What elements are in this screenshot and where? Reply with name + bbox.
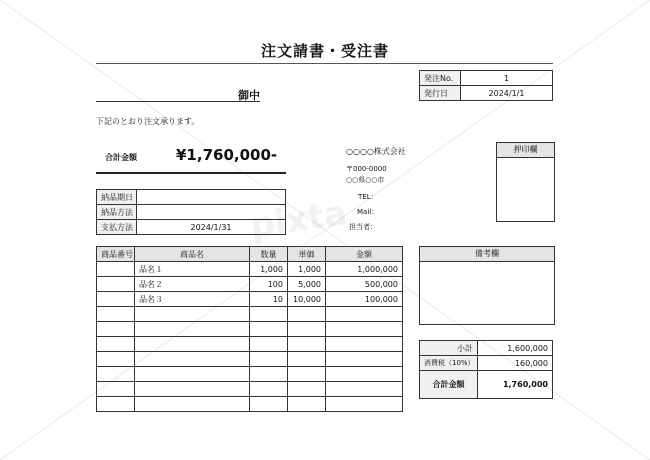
page-title: 注文請書・受注書 [260, 42, 389, 60]
company-address: ○○県○○市 [346, 176, 385, 184]
item-no-cell[interactable] [97, 337, 135, 352]
stamp-box[interactable] [496, 142, 555, 222]
item-amount-cell[interactable]: 100,000 [326, 292, 403, 307]
notes-title: 備考欄 [420, 247, 554, 262]
item-no-cell[interactable] [97, 307, 135, 322]
company-mail-label: Mail： [357, 208, 379, 216]
delivery-date-value[interactable] [137, 190, 286, 205]
table-row [97, 307, 403, 322]
subtotal-label: 小計 [420, 341, 478, 356]
item-no-cell[interactable] [97, 352, 135, 367]
company-block [346, 146, 406, 235]
payment-method-value[interactable]: 2024/1/31 [137, 220, 286, 235]
item-qty-cell[interactable] [250, 337, 288, 352]
item-amount-cell[interactable]: 500,000 [326, 277, 403, 292]
watermark-text: pixta [247, 193, 350, 247]
item-qty-cell[interactable] [250, 382, 288, 397]
item-qty-cell[interactable]: 1,000 [250, 262, 288, 277]
item-qty-cell[interactable] [250, 367, 288, 382]
grand-total-value: 1,760,000 [478, 371, 553, 399]
item-price-cell[interactable] [288, 322, 326, 337]
delivery-table [96, 189, 286, 235]
tax-row [420, 356, 553, 371]
item-qty-cell[interactable] [250, 397, 288, 412]
company-tel-label: TEL： [358, 193, 378, 201]
grand-total-row [420, 371, 553, 399]
order-no-value[interactable]: 1 [461, 71, 553, 86]
item-amount-cell[interactable] [326, 397, 403, 412]
item-price-cell[interactable]: 10,000 [288, 292, 326, 307]
header-qty: 数量 [250, 247, 288, 262]
item-name-cell[interactable]: 品名２ [135, 277, 250, 292]
item-price-cell[interactable]: 5,000 [288, 277, 326, 292]
item-amount-cell[interactable] [326, 307, 403, 322]
recipient-suffix: 御中 [238, 89, 260, 102]
company-person-label: 担当者： [349, 223, 377, 231]
table-row [97, 277, 403, 292]
table-row [97, 292, 403, 307]
payment-method-row [97, 220, 286, 235]
table-row [97, 322, 403, 337]
item-no-cell[interactable] [97, 397, 135, 412]
delivery-date-row [97, 190, 286, 205]
item-qty-cell[interactable] [250, 352, 288, 367]
subtotal-row [420, 341, 553, 356]
item-no-cell[interactable] [97, 292, 135, 307]
total-label: 合計金額 [105, 153, 137, 162]
table-row [97, 352, 403, 367]
item-qty-cell[interactable] [250, 307, 288, 322]
item-name-cell[interactable] [135, 337, 250, 352]
grand-total-label: 合計金額 [420, 371, 478, 399]
item-no-cell[interactable] [97, 277, 135, 292]
item-amount-cell[interactable]: 1,000,000 [326, 262, 403, 277]
items-header-row [97, 247, 403, 262]
table-row [97, 337, 403, 352]
item-price-cell[interactable] [288, 382, 326, 397]
tax-value: 160,000 [478, 356, 553, 371]
item-amount-cell[interactable] [326, 382, 403, 397]
total-value: ¥1,760,000- [176, 146, 278, 164]
item-no-cell[interactable] [97, 367, 135, 382]
subtotal-value: 1,600,000 [478, 341, 553, 356]
item-name-cell[interactable] [135, 367, 250, 382]
delivery-date-label: 納品期日 [97, 190, 137, 205]
items-table [96, 246, 403, 412]
header-unit-price: 単価 [288, 247, 326, 262]
item-amount-cell[interactable] [326, 367, 403, 382]
title-underline [96, 63, 553, 64]
item-price-cell[interactable] [288, 307, 326, 322]
item-name-cell[interactable] [135, 322, 250, 337]
table-row [97, 397, 403, 412]
issue-date-row [420, 86, 553, 101]
item-price-cell[interactable] [288, 397, 326, 412]
items-body [97, 262, 403, 412]
table-row [97, 382, 403, 397]
item-name-cell[interactable] [135, 397, 250, 412]
item-amount-cell[interactable] [326, 322, 403, 337]
intro-text: 下記のとおり注文承ります。 [96, 117, 200, 126]
item-price-cell[interactable] [288, 367, 326, 382]
company-name: ○○○○株式会社 [346, 147, 406, 156]
delivery-method-row [97, 205, 286, 220]
order-no-label: 発注No. [420, 71, 461, 86]
item-qty-cell[interactable]: 100 [250, 277, 288, 292]
item-no-cell[interactable] [97, 322, 135, 337]
item-name-cell[interactable]: 品名３ [135, 292, 250, 307]
table-row [97, 262, 403, 277]
item-no-cell[interactable] [97, 382, 135, 397]
total-underline [96, 172, 286, 174]
issue-date-value[interactable]: 2024/1/1 [461, 86, 553, 101]
item-qty-cell[interactable] [250, 322, 288, 337]
item-name-cell[interactable] [135, 352, 250, 367]
tax-label: 消費税（10%） [420, 356, 478, 371]
item-price-cell[interactable]: 1,000 [288, 262, 326, 277]
item-qty-cell[interactable]: 10 [250, 292, 288, 307]
item-name-cell[interactable]: 品名１ [135, 262, 250, 277]
table-row [97, 367, 403, 382]
item-no-cell[interactable] [97, 262, 135, 277]
notes-box[interactable] [419, 246, 555, 325]
item-name-cell[interactable] [135, 382, 250, 397]
order-no-row [420, 71, 553, 86]
payment-method-label: 支払方法 [97, 220, 137, 235]
item-price-cell[interactable] [288, 337, 326, 352]
stamp-title: 押印欄 [497, 143, 554, 158]
item-price-cell[interactable] [288, 352, 326, 367]
delivery-method-value[interactable] [137, 205, 286, 220]
header-item-no: 商品番号 [97, 247, 135, 262]
header-amount: 金額 [326, 247, 403, 262]
item-amount-cell[interactable] [326, 352, 403, 367]
recipient-underline [96, 101, 260, 102]
order-info-table [419, 70, 553, 101]
item-name-cell[interactable] [135, 307, 250, 322]
company-postal: 〒000-0000 [346, 165, 387, 173]
delivery-method-label: 納品方法 [97, 205, 137, 220]
item-amount-cell[interactable] [326, 337, 403, 352]
summary-table [419, 340, 553, 399]
header-item-name: 商品名 [135, 247, 250, 262]
issue-date-label: 発行日 [420, 86, 461, 101]
